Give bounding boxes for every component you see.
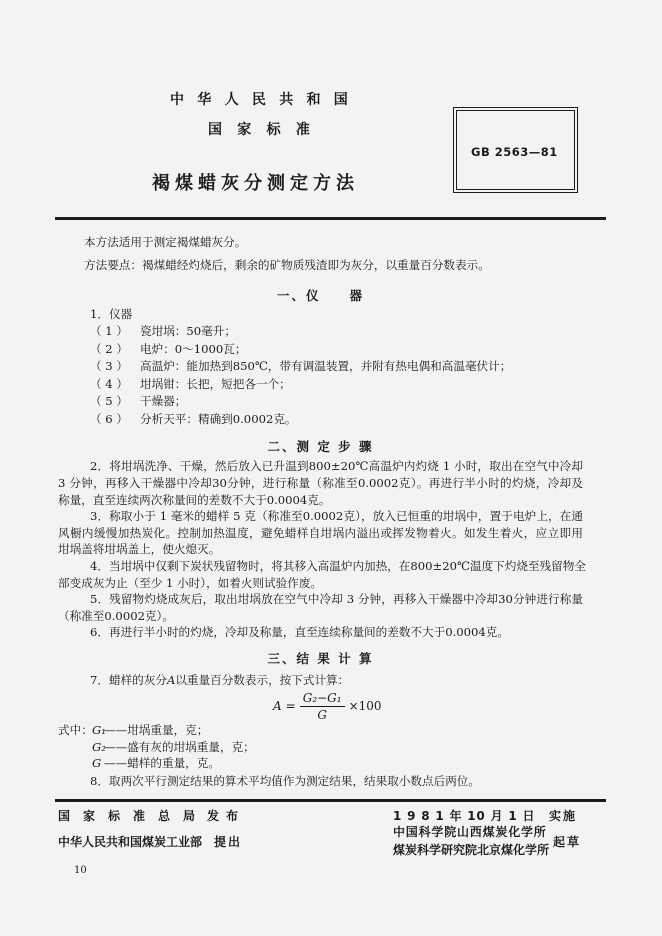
section-heading-calculation: 三、结 果 计 算 (267, 651, 374, 666)
proposer: 中华人民共和国煤炭工业部 (58, 835, 203, 849)
step-7-before: 7．蜡样的灰分 (90, 673, 167, 687)
document-title: 褐煤蜡灰分测定方法 (152, 173, 359, 194)
step-2-line: 3 分钟，再移入干燥器中冷却30分钟，进行称量（称准至0.0002克）。再进行半小时的灼烧，冷却及 (58, 476, 583, 490)
step-3-line: 风橱内缓慢加热炭化。控制加热温度，避免蜡样自坩埚内溢出或挥发物着火。如发生着火，应立即用 (58, 526, 583, 540)
step-2-line: 称量，直至连续两次称量间的差数不大于0.0004克。 (58, 493, 331, 507)
formula-equals: = (285, 699, 296, 713)
where-symbol: G (92, 756, 102, 770)
step-7-text (90, 672, 349, 689)
apparatus-item (90, 393, 186, 410)
step-3-line: 坩埚盖将坩埚盖上，使火熄灭。 (58, 542, 221, 556)
formula-numerator: G₂−G₁ (300, 691, 345, 707)
apparatus-item-number: （ 1 ） (90, 324, 128, 338)
apparatus-item-number: （ 3 ） (90, 359, 128, 373)
issue-label: 发布 (207, 809, 246, 823)
apparatus-item-text: 坩埚钳：长把，短把各一个； (140, 377, 291, 391)
apparatus-item-number: （ 2 ） (90, 342, 128, 356)
header-divider (55, 217, 606, 220)
effective-date: 1 9 8 1 年 10 月 1 日 (393, 809, 536, 823)
where-term (92, 755, 220, 772)
formula-factor: ×100 (348, 699, 382, 713)
apparatus-item (90, 341, 246, 358)
where-description: ——盛有灰的坩埚重量，克； (104, 740, 255, 754)
where-term (92, 739, 255, 756)
apparatus-item (90, 323, 236, 340)
scope-statement: 本方法适用于测定褐煤蜡灰分。 (84, 235, 247, 249)
apparatus-item-text: 电炉：0～1000瓦； (140, 342, 247, 356)
drafter: 煤炭科学研究院北京煤化学所 (393, 843, 550, 857)
method-principle: 方法要点：褐煤蜡经灼烧后，剩余的矿物质残渣即为灰分，以重量百分数表示。 (84, 258, 490, 272)
step-7-after: 以重量百分数表示，按下式计算： (175, 673, 350, 687)
apparatus-item-number: （ 6 ） (90, 412, 128, 426)
where-description: ——坩埚重量，克； (104, 723, 209, 737)
formula-denominator: G (317, 707, 327, 722)
country-name: 中华人民共和国 (170, 92, 362, 108)
step-5-line: （称准至0.0002克）。 (58, 609, 174, 623)
where-symbol: G₁ (92, 723, 106, 737)
step-5-line: 5．残留物灼烧成灰后，取出坩埚放在空气中冷却 3 分钟，再移入干燥器中冷却30分钟进行称量 (90, 592, 583, 606)
effective-label: 实施 (549, 809, 578, 823)
standard-type: 国家标准 (208, 122, 326, 138)
apparatus-item (90, 411, 297, 428)
ash-formula (271, 690, 384, 722)
apparatus-item-text: 瓷坩埚：50毫升； (140, 324, 236, 338)
apparatus-item-text: 干燥器； (140, 394, 187, 408)
step-4-line: 4．当坩埚中仅剩下炭状残留物时，将其移入高温炉内加热，在800±20℃温度下灼烧至残留物全 (90, 559, 586, 573)
standard-code: GB 2563—81 (471, 145, 558, 159)
apparatus-item (90, 358, 511, 375)
page-number: 10 (74, 865, 87, 876)
step-3-line: 3．称取小于 1 毫米的蜡样 5 克（称准至0.0002克），放入已恒重的坩埚中，置于电炉上，在通 (90, 509, 583, 523)
apparatus-title: 1．仪器 (90, 307, 133, 321)
step-2-line: 2．将坩埚洗净、干燥，然后放入已升温到800±20℃高温炉内灼烧 1 小时，取出在空气中冷却 (90, 459, 583, 473)
apparatus-item (90, 376, 291, 393)
footer-divider (55, 799, 606, 802)
step-8-text: 8．取两次平行测定结果的算术平均值作为测定结果，结果取小数点后两位。 (90, 774, 480, 788)
issuer: 国家标准总局 (58, 809, 209, 823)
step-7-variable: A (166, 673, 176, 687)
apparatus-item-number: （ 5 ） (90, 394, 128, 408)
where-symbol: G₂ (92, 740, 106, 754)
apparatus-item-text: 分析天平：精确到0.0002克。 (140, 412, 297, 426)
formula-lhs: A (273, 699, 282, 713)
draft-label: 起草 (553, 835, 582, 849)
step-6-line: 6．再进行半小时的灼烧，冷却及称量，直至连续称量间的差数不大于0.0004克。 (90, 625, 509, 639)
formula-fraction (300, 691, 345, 722)
section-heading-procedure: 二、测 定 步 骤 (267, 439, 374, 454)
propose-label: 提出 (214, 835, 243, 849)
where-description: ——蜡样的重量，克。 (104, 756, 220, 770)
step-4-line: 部变成灰为止（至少 1 小时），如着火则试验作废。 (58, 576, 323, 590)
section-heading-apparatus: 一、仪 器 (276, 288, 364, 303)
standard-code-box (453, 107, 578, 193)
apparatus-item-text: 高温炉：能加热到850℃，带有调温装置，并附有热电偶和高温毫伏计； (140, 359, 512, 373)
apparatus-item-number: （ 4 ） (90, 377, 128, 391)
where-term (58, 722, 208, 739)
where-prefix: 式中： (58, 723, 93, 737)
drafter: 中国科学院山西煤炭化学所 (393, 825, 547, 839)
